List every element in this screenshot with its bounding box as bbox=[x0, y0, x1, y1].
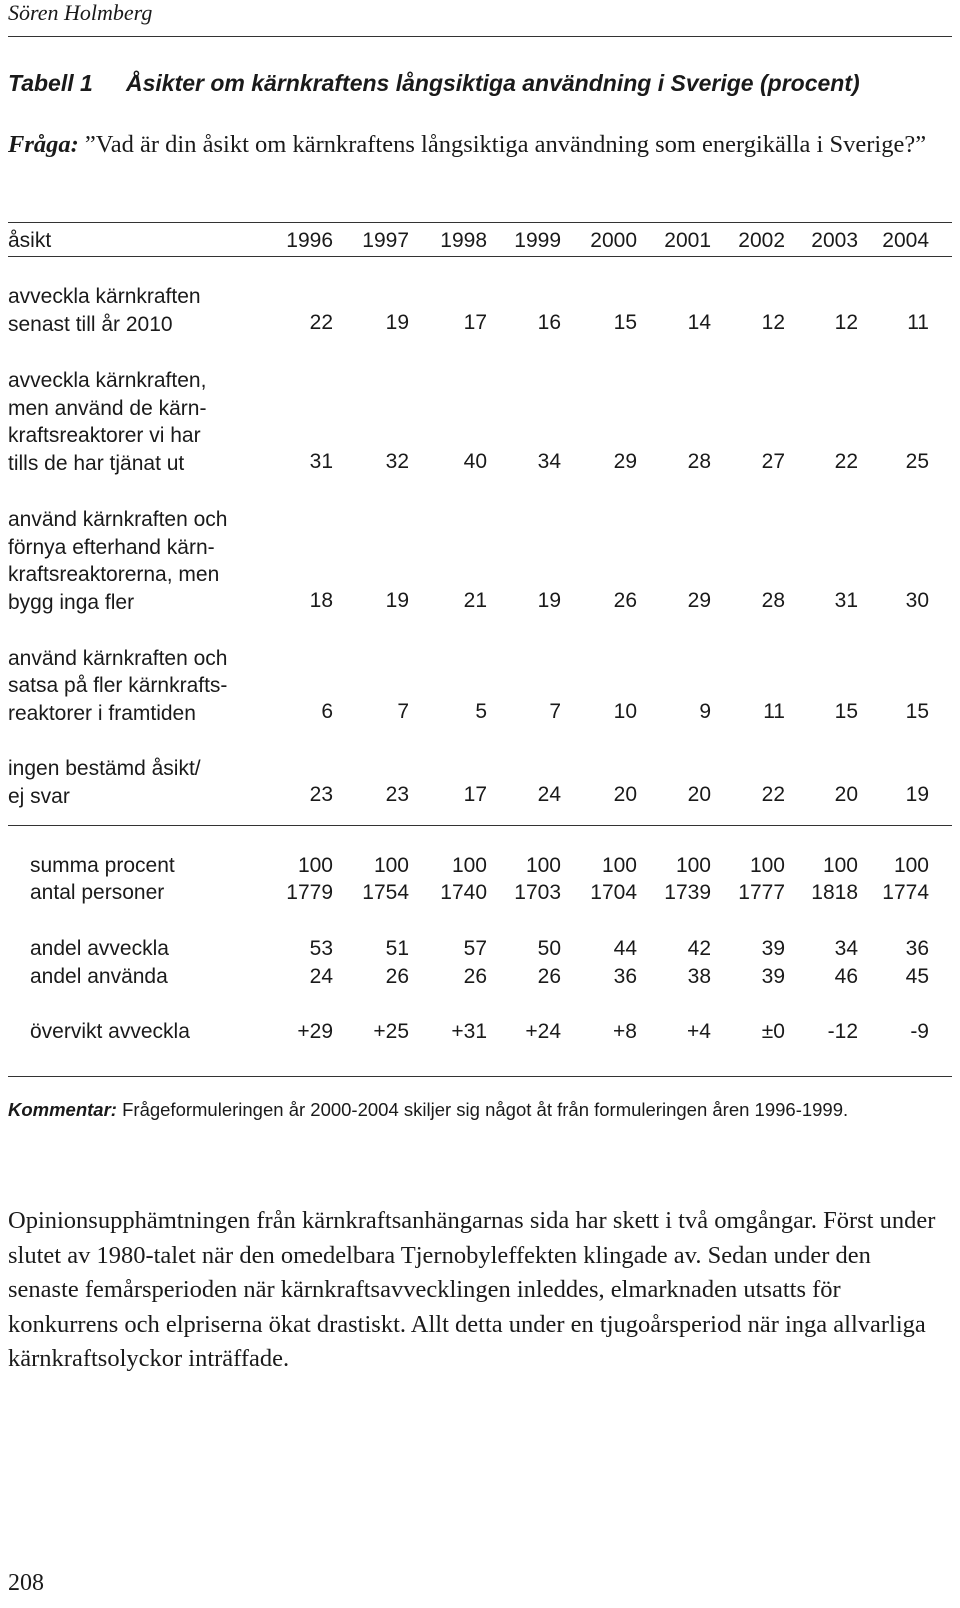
table-cell: 25 bbox=[905, 450, 929, 473]
table-cell: 1740 bbox=[440, 881, 487, 904]
table-cell: 1997 bbox=[362, 229, 409, 252]
table-cell: 26 bbox=[537, 965, 561, 988]
table-cell: 12 bbox=[834, 311, 858, 334]
table-row-label-line: avveckla kärnkraften, bbox=[8, 368, 207, 392]
table-cell: 22 bbox=[761, 783, 785, 806]
table-cell: 31 bbox=[309, 450, 333, 473]
table-cell: 51 bbox=[385, 937, 409, 960]
table-row-label-line: men använd de kärn- bbox=[8, 396, 207, 420]
table-cell: ±0 bbox=[761, 1020, 785, 1043]
table-row-label-line: använd kärnkraften och bbox=[8, 646, 228, 670]
table-cell: 15 bbox=[613, 311, 637, 334]
table-row-label-line: tills de har tjänat ut bbox=[8, 452, 185, 475]
table-cell: 10 bbox=[613, 700, 637, 723]
table-bottom-rule bbox=[8, 1076, 952, 1077]
table-cell: 100 bbox=[749, 854, 785, 877]
table-cell: 19 bbox=[385, 311, 409, 334]
table-cell: 1779 bbox=[286, 881, 333, 904]
survey-question bbox=[8, 128, 952, 161]
table-cell: 1703 bbox=[514, 881, 561, 904]
table-cell: 2003 bbox=[811, 229, 858, 252]
table-cell: 22 bbox=[309, 311, 333, 334]
summary-label: andel avveckla bbox=[30, 937, 169, 960]
table-cell: 2001 bbox=[664, 229, 711, 252]
table-cell: 19 bbox=[385, 589, 409, 612]
table-cell: 30 bbox=[905, 589, 929, 612]
table-cell: 27 bbox=[761, 450, 785, 473]
table-mid-rule bbox=[8, 825, 952, 826]
table-cell: 42 bbox=[687, 937, 711, 960]
table-row-label-line: satsa på fler kärnkrafts- bbox=[8, 674, 228, 698]
table-row bbox=[8, 311, 952, 339]
table-comment bbox=[8, 1096, 943, 1124]
table-cell: 2000 bbox=[590, 229, 637, 252]
table-cell: 17 bbox=[463, 311, 487, 334]
summary-row bbox=[8, 854, 952, 882]
table-cell: 1739 bbox=[664, 881, 711, 904]
table-cell: 20 bbox=[613, 783, 637, 806]
table-cell: 2002 bbox=[738, 229, 785, 252]
summary-row bbox=[8, 881, 952, 909]
table-cell: 24 bbox=[309, 965, 333, 988]
table-cell: 53 bbox=[309, 937, 333, 960]
table-cell: +31 bbox=[451, 1020, 487, 1043]
table-cell: 1774 bbox=[882, 881, 929, 904]
table-row bbox=[8, 783, 952, 811]
summary-label: andel använda bbox=[30, 965, 168, 988]
page-number: 208 bbox=[8, 1570, 44, 1596]
table-cell: 28 bbox=[761, 589, 785, 612]
table-title bbox=[8, 70, 860, 97]
table-cell: 1777 bbox=[738, 881, 785, 904]
table-title-text: Åsikter om kärnkraftens långsiktiga användning i Sverige (procent) bbox=[126, 70, 860, 96]
table-cell: 50 bbox=[537, 937, 561, 960]
table-cell: 39 bbox=[761, 965, 785, 988]
table-cell: 100 bbox=[675, 854, 711, 877]
table-cell: 26 bbox=[463, 965, 487, 988]
table-cell: -12 bbox=[827, 1020, 858, 1043]
table-row bbox=[8, 700, 952, 728]
table-header-rule bbox=[8, 256, 952, 257]
table-cell: 26 bbox=[385, 965, 409, 988]
running-header bbox=[8, 0, 952, 37]
table-cell: 15 bbox=[834, 700, 858, 723]
question-label: Fråga: bbox=[8, 131, 79, 158]
table-cell: 36 bbox=[905, 937, 929, 960]
table-cell: 5 bbox=[475, 700, 487, 723]
table-cell: 100 bbox=[525, 854, 561, 877]
table-cell: 6 bbox=[321, 700, 333, 723]
table-row bbox=[8, 450, 952, 478]
table-cell: +25 bbox=[373, 1020, 409, 1043]
table-cell: 46 bbox=[834, 965, 858, 988]
summary-label: övervikt avveckla bbox=[30, 1020, 190, 1043]
summary-row bbox=[8, 937, 952, 965]
table-cell: 100 bbox=[822, 854, 858, 877]
table-cell: 100 bbox=[297, 854, 333, 877]
table-cell: 21 bbox=[463, 589, 487, 612]
table-row-label-line: använd kärnkraften och bbox=[8, 507, 228, 531]
table-row-label-line: ingen bestämd åsikt/ bbox=[8, 757, 201, 781]
table-cell: 9 bbox=[699, 700, 711, 723]
table-row-label-line: förnya efterhand kärn- bbox=[8, 535, 215, 559]
table-row-label-line: kraftsreaktorerna, men bbox=[8, 563, 220, 587]
table-cell: 23 bbox=[309, 783, 333, 806]
table-row-label-line: senast till år 2010 bbox=[8, 313, 173, 336]
table-number: Tabell 1 bbox=[8, 70, 93, 96]
table-cell: 100 bbox=[893, 854, 929, 877]
table-cell: 24 bbox=[537, 783, 561, 806]
table-cell: 45 bbox=[905, 965, 929, 988]
table-cell: 100 bbox=[601, 854, 637, 877]
table-cell: 29 bbox=[687, 589, 711, 612]
table-cell: 12 bbox=[761, 311, 785, 334]
table-row-label-line: avveckla kärnkraften bbox=[8, 285, 201, 309]
table-cell: +8 bbox=[613, 1020, 637, 1043]
summary-label: summa procent bbox=[30, 854, 175, 877]
table-header-row bbox=[8, 229, 952, 257]
table-cell: 11 bbox=[907, 311, 929, 334]
table-cell: 7 bbox=[549, 700, 561, 723]
summary-row bbox=[8, 965, 952, 993]
table-cell: 18 bbox=[309, 589, 333, 612]
table-cell: 1999 bbox=[514, 229, 561, 252]
table-cell: 1754 bbox=[362, 881, 409, 904]
summary-row bbox=[8, 1020, 952, 1048]
table-cell: 20 bbox=[687, 783, 711, 806]
table-cell: 11 bbox=[763, 700, 785, 723]
table-cell: 34 bbox=[834, 937, 858, 960]
table-cell: 2004 bbox=[882, 229, 929, 252]
table-cell: 32 bbox=[385, 450, 409, 473]
table-cell: 34 bbox=[537, 450, 561, 473]
table-cell: 1998 bbox=[440, 229, 487, 252]
table-cell: 39 bbox=[761, 937, 785, 960]
comment-text: Frågeformuleringen år 2000-2004 skiljer sig något åt från formuleringen åren 1996-1999. bbox=[116, 1099, 849, 1120]
table-cell: +4 bbox=[687, 1020, 711, 1043]
summary-label: antal personer bbox=[30, 881, 165, 904]
table-cell: 36 bbox=[613, 965, 637, 988]
table-cell: 31 bbox=[834, 589, 858, 612]
table-cell: 1818 bbox=[811, 881, 858, 904]
table-cell: +29 bbox=[297, 1020, 333, 1043]
table-cell: 1704 bbox=[590, 881, 637, 904]
body-paragraph: Opinionsupphämtningen från kärnkraftsanhängarnas sida har skett i två omgångar. Först under slutet av 1980-talet när den omedelbara Tjernobyleffekten klingade av. Sedan under den senaste femårsperioden när kärnkraftsavvecklingen inleddes, elmarknaden utsatts för konkurrens och elpriserna ökat drastiskt. Allt detta under en tjugoårsperiod när inga allvarliga kärnkraftsolyckor inträffade. bbox=[8, 1207, 936, 1372]
table-cell: 28 bbox=[687, 450, 711, 473]
table-cell: 40 bbox=[463, 450, 487, 473]
table-cell: 1996 bbox=[286, 229, 333, 252]
table-cell: 19 bbox=[905, 783, 929, 806]
table-cell: 44 bbox=[613, 937, 637, 960]
running-header-author: Sören Holmberg bbox=[8, 0, 153, 25]
comment-label: Kommentar: bbox=[8, 1099, 117, 1120]
table-cell: 23 bbox=[385, 783, 409, 806]
table-cell: 100 bbox=[451, 854, 487, 877]
table-row-label-line: reaktorer i framtiden bbox=[8, 702, 196, 725]
table-cell: -9 bbox=[910, 1020, 929, 1043]
table-cell: 26 bbox=[613, 589, 637, 612]
table-cell: 17 bbox=[463, 783, 487, 806]
table-cell: 16 bbox=[537, 311, 561, 334]
table-cell: 57 bbox=[463, 937, 487, 960]
table-cell: 19 bbox=[537, 589, 561, 612]
table-cell: 22 bbox=[834, 450, 858, 473]
table-cell: 7 bbox=[397, 700, 409, 723]
question-text: ”Vad är din åsikt om kärnkraftens långsiktiga användning som energikälla i Sverige?” bbox=[78, 131, 927, 158]
table-cell: 15 bbox=[905, 700, 929, 723]
table-cell: 38 bbox=[687, 965, 711, 988]
table-header-label: åsikt bbox=[8, 229, 52, 252]
table-row-label-line: kraftsreaktorer vi har bbox=[8, 424, 201, 448]
table-row-label-line: bygg inga fler bbox=[8, 591, 135, 614]
table-cell: 29 bbox=[613, 450, 637, 473]
table-cell: 20 bbox=[834, 783, 858, 806]
table-row bbox=[8, 589, 952, 617]
table-cell: +24 bbox=[525, 1020, 561, 1043]
table-cell: 100 bbox=[373, 854, 409, 877]
table-cell: 14 bbox=[687, 311, 711, 334]
table-top-rule bbox=[8, 222, 952, 223]
table-row-label-line: ej svar bbox=[8, 785, 70, 808]
